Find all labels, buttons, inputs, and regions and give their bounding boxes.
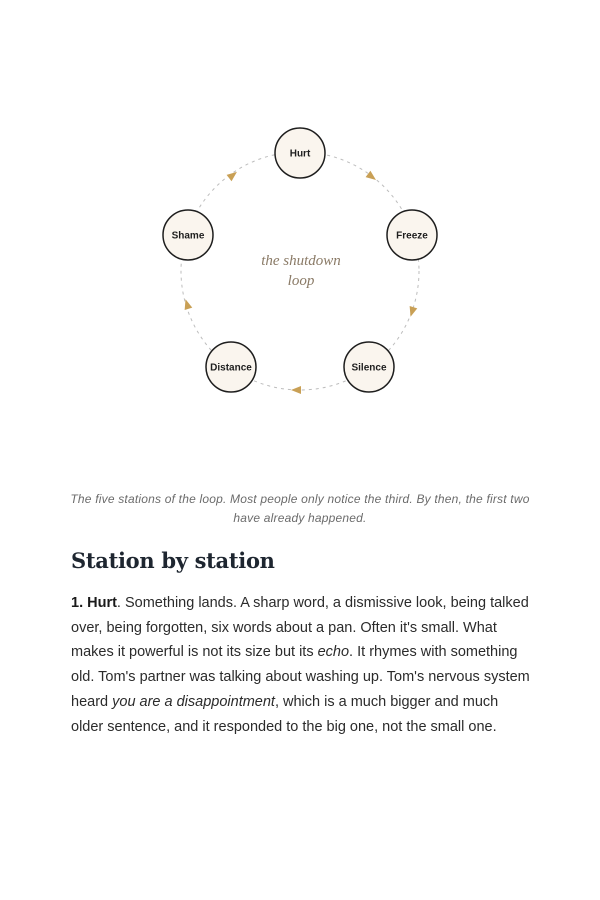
station-label: 1. Hurt bbox=[71, 595, 117, 611]
node-hurt-label: Hurt bbox=[289, 148, 311, 160]
arrow-silence-to-distance bbox=[291, 386, 301, 394]
center-label-line1: the shutdown bbox=[261, 253, 341, 269]
node-silence bbox=[344, 342, 394, 392]
arrow-freeze-to-silence bbox=[407, 306, 418, 318]
node-hurt bbox=[275, 128, 325, 178]
figure-caption: The five stations of the loop. Most people only notice the third. By then, the first two have already happened. bbox=[70, 492, 530, 525]
arrow-distance-to-shame bbox=[182, 298, 193, 310]
center-label-line2: loop bbox=[287, 273, 315, 289]
paragraph-text-1: . Something lands. A sharp word, a dismissive look, being talked over, being forgotten, six words about a pan. Often it's small. What makes it powerful is not its size but its bbox=[71, 595, 529, 661]
paragraph-text-2: . It rhymes with something old. Tom's partner was talking about washing up. Tom's nervous system heard bbox=[71, 644, 530, 710]
node-freeze-label: Freeze bbox=[396, 230, 428, 242]
arrow-shame-to-hurt bbox=[227, 169, 240, 181]
paragraph-text-3: , which is a much bigger and much older sentence, and it responded to the big one, not the small one. bbox=[71, 693, 499, 735]
node-silence-label: Silence bbox=[351, 362, 387, 374]
node-shame-label: Shame bbox=[171, 230, 205, 242]
emphasis-echo: echo bbox=[317, 644, 350, 661]
emphasis-disappointment: you are a disappointment bbox=[112, 693, 275, 710]
station-paragraph bbox=[71, 591, 531, 739]
node-freeze bbox=[387, 210, 437, 260]
node-distance bbox=[206, 342, 256, 392]
section-heading: Station by station bbox=[71, 548, 275, 573]
node-distance-label: Distance bbox=[210, 362, 252, 374]
node-shame bbox=[163, 210, 213, 260]
